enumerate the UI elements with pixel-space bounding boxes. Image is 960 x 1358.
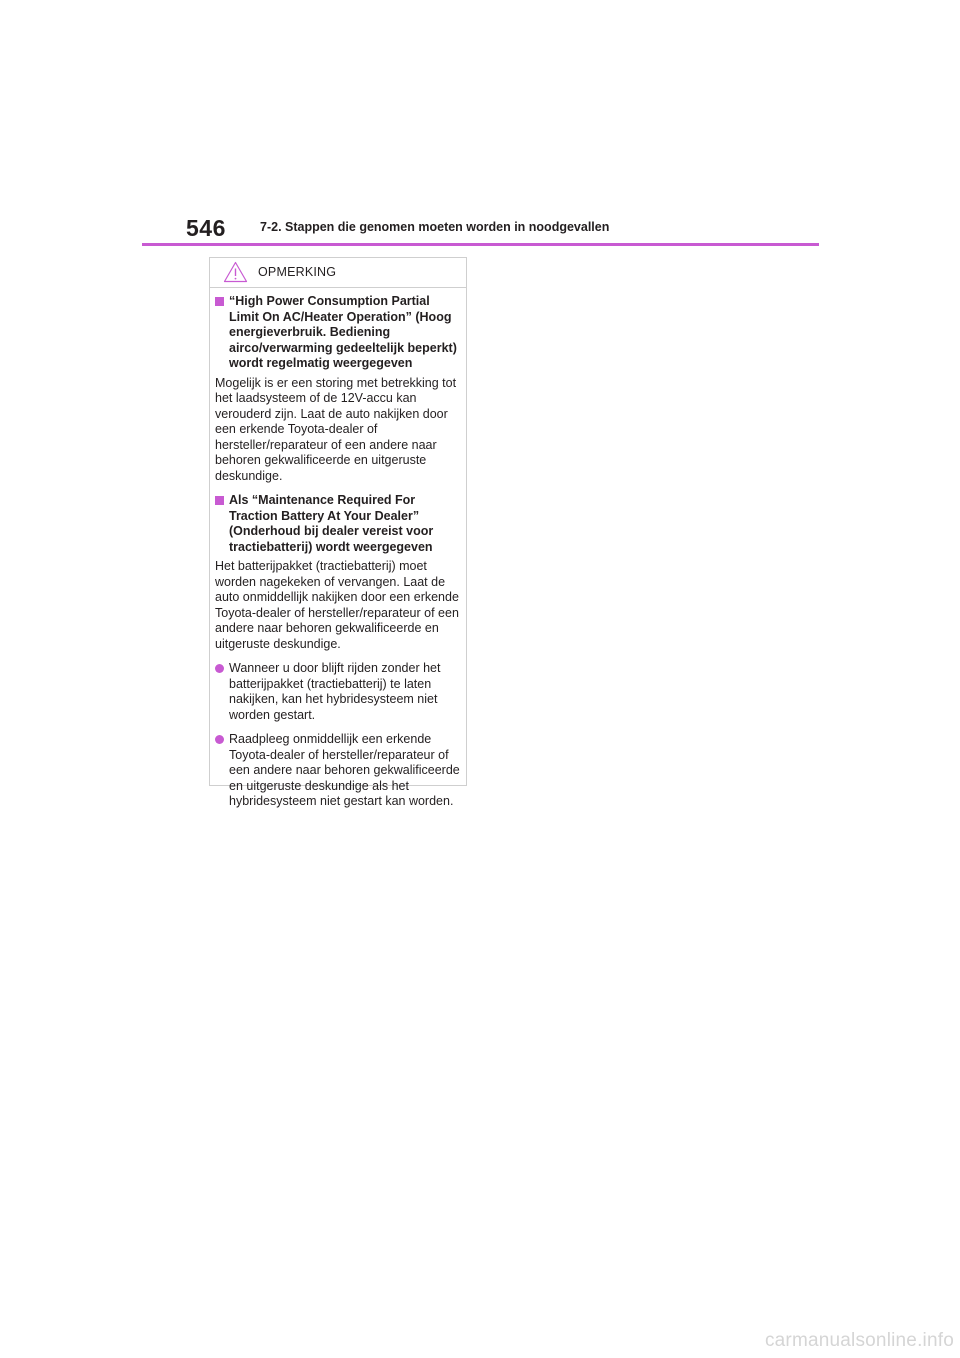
square-bullet-icon: [215, 297, 224, 306]
header-divider: [142, 243, 819, 246]
footer-watermark: carmanualsonline.info: [764, 1330, 954, 1351]
page-number: 546: [186, 215, 226, 241]
section-heading: [215, 493, 460, 555]
section-paragraph: Het batterijpakket (tractiebatterij) moet worden nagekeken of vervangen. Laat de auto onmiddellijk nakijken door een erkende Toyota-dealer of hersteller/reparateur of een andere naar behoren gekwalificeerde en uitgeruste deskundige.: [215, 559, 459, 651]
section-heading: [215, 294, 460, 372]
list-item-text: Wanneer u door blijft rijden zonder het batterijpakket (tractiebatterij) te laten nakijken, kan het hybridesysteem niet worden gestart.: [229, 661, 441, 722]
section-title: 7-2. Stappen die genomen moeten worden in noodgevallen: [260, 220, 610, 234]
square-bullet-icon: [215, 496, 224, 505]
list-item: [215, 661, 460, 723]
circle-bullet-icon: [215, 664, 224, 673]
note-box: [209, 257, 467, 808]
list-item: [215, 732, 460, 810]
note-title: OPMERKING: [258, 265, 337, 279]
note-body: [210, 288, 466, 810]
circle-bullet-icon: [215, 735, 224, 744]
section-heading-text: Als “Maintenance Required For Traction Battery At Your Dealer” (Onderhoud bij dealer vereist voor tractiebatterij) wordt weergegeven: [229, 493, 434, 554]
list-item-text: Raadpleeg onmiddellijk een erkende Toyota-dealer of hersteller/reparateur of een andere naar behoren gekwalificeerde en uitgeruste deskundige als het hybridesysteem niet gestart kan worden.: [229, 732, 460, 808]
section-heading-text: “High Power Consumption Partial Limit On AC/Heater Operation” (Hoog energieverbruik. Bediening airco/verwarming gedeeltelijk beperkt) wordt regelmatig weergegeven: [229, 294, 457, 370]
warning-triangle-icon: [223, 261, 248, 283]
note-header: [210, 258, 466, 288]
section-paragraph: Mogelijk is er een storing met betrekking tot het laadsysteem of de 12V-accu kan verouderd zijn. Laat de auto nakijken door een erkende Toyota-dealer of hersteller/reparateur of een andere naar behoren gekwalificeerde en uitgeruste deskundige.: [215, 375, 457, 483]
